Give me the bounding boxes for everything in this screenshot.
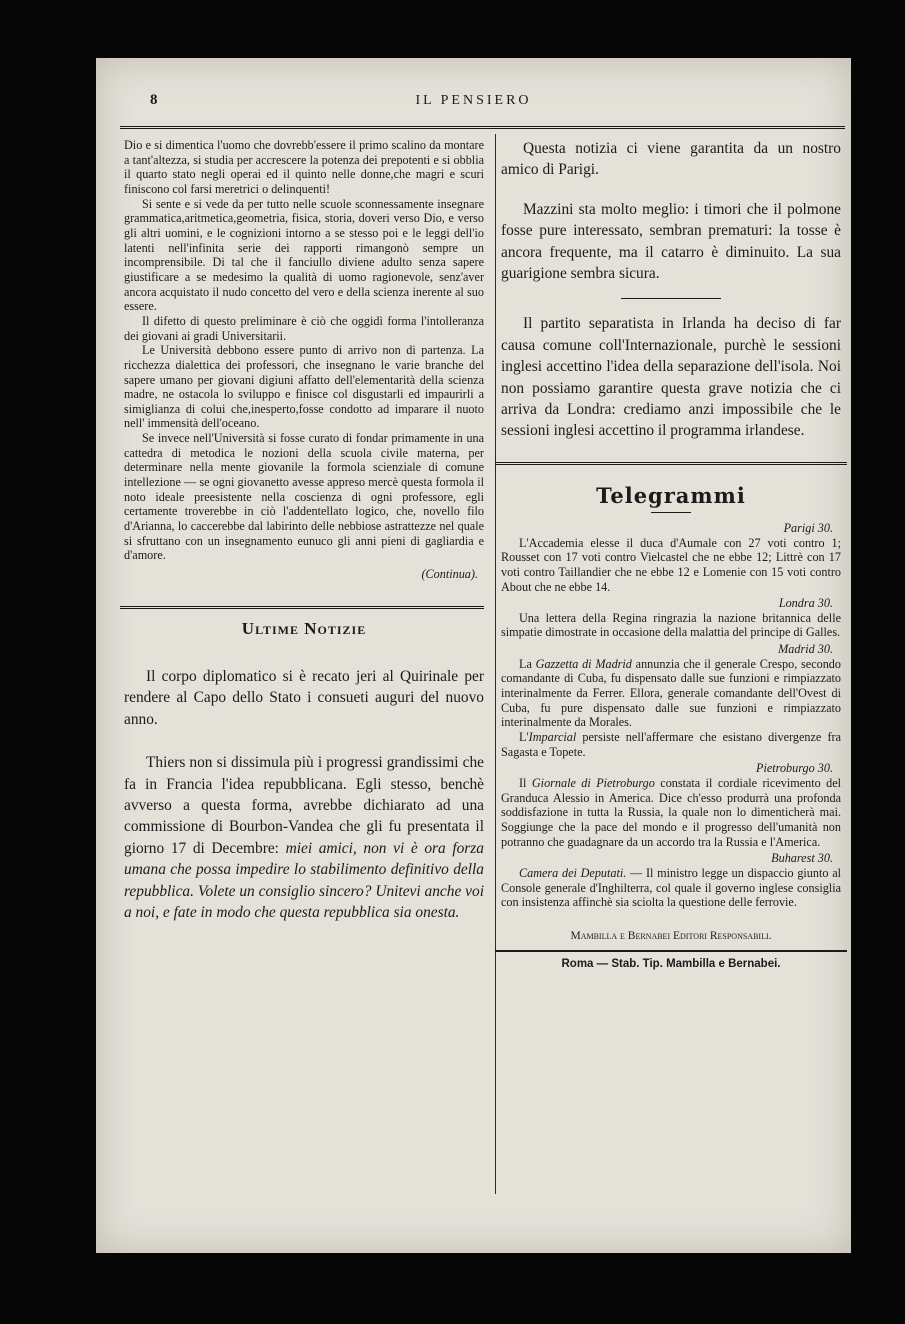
text: constata il cordiale ricevimento del Granduca Alessio in America. Dice ch'esso produrrà una profonda soddisfazione in tutta la Russia, la quale non lo dimenticherà mai. Soggiunge che la pace del mondo e il progresso dell'umanità non potranno che guadagnare da un accordo tra la Russia e l'America. (501, 776, 841, 849)
telegram-text (501, 730, 841, 759)
left-column (124, 138, 484, 924)
dateline: Madrid 30. (778, 642, 833, 657)
newspaper-name: Gazzetta di Madrid (535, 656, 632, 671)
telegram-text (501, 776, 841, 849)
column-divider (495, 134, 496, 1194)
divider (651, 512, 691, 513)
article-paragraph: Se invece nell'Università si fosse curato di fondar primamente in una cattedra di metodica le nozioni della scuola civile materna, per determinare nella mente giovanile la formola scienziale di comune intellezione — se ogni giovanetto avesse appreso mercè questa formola il noto ideale preesistente nella coscienza di ogni professore, egli certamente troverebbe in ciò l'addentellato logico, che, novello filo d'Arianna, lo caccerebbe dal labirinto delle nebbiose astrattezze nel quale si sfruttano con un insegnamento eunuco gli anni pieni di gagliardia e d'amore. (124, 431, 484, 563)
news-item: Il partito separatista in Irlanda ha deciso di far causa comune coll'Internazionale, purchè le sessioni inglesi accettino l'idea della separazione dell'isola. Noi non possiamo garantire questa grave notizia che ci arriva da Londra: crediamo anzi impossibile che le sessioni inglesi accettino il programma irlandese. (501, 315, 841, 440)
continua-note: (Continua). (421, 567, 478, 582)
newspaper-name: Giornale di Pietroburgo (531, 776, 655, 791)
news-item (124, 752, 484, 923)
dateline: Pietroburgo 30. (756, 761, 833, 776)
dateline: Buharest 30. (771, 851, 833, 866)
news-item: Questa notizia ci viene garantita da un nostro amico di Parigi. (501, 140, 841, 179)
journal-title: IL PENSIERO (415, 93, 532, 108)
text: — Il ministro legge un dispaccio giunto al Console generale d'Inghilterra, col quale il governo inglese consiglia con insistenza affinchè sia sciolta la questione delle ferrovie. (501, 865, 841, 910)
news-text: Thiers non si dissimula più i progressi grandissimi che fa in Francia l'idea repubblicana. Egli stesso, benchè avverso a questa forma, avrebbe dichiarato ad una commissione di Bourbon-Vandea che gli fu presentata il giorno 17 di Decembre: (124, 754, 484, 857)
telegram-title: Telegrammi (596, 482, 746, 508)
telegram-text (501, 866, 841, 910)
spacer (501, 181, 841, 199)
dateline: Parigi 30. (783, 520, 833, 535)
newspaper-name: Imparcial (528, 730, 577, 745)
section-rule (495, 462, 847, 465)
section-rule (120, 606, 484, 609)
telegram-text: L'Accademia elesse il duca d'Aumale con 27 voti contro 1; Rousset con 17 voti contro Vielcastel che ne ebbe 12; Littrè con 17 voti contro Taillandier che ne ebbe 12 e Lomenie con 15 voti contro About che ne ebbe 14. (501, 535, 841, 594)
page-number: 8 (150, 92, 158, 108)
news-item: Mazzini sta molto meglio: i timori che il polmone fosse pure interessato, sembran prematuri: la tosse è ancora frequente, ma il catarro è diminuito. La sua guarigione sembra sicura. (501, 200, 841, 283)
quote-text: miei amici, non vi è ora forza umana che possa impedire lo stabilimento definitivo della repubblica. Volete un consiglio sincero? Unitevi anche voi a noi, e fate in modo che questa repubblica sia onesta. (124, 839, 484, 922)
article-paragraph: Le Università debbono essere punto di arrivo non di partenza. La ricchezza dialettica dei professori, che insegnano le varie branche del sapere umano per giovani digiuni affatto dell'elementarità della scienza madre, ne ostacola lo sviluppo e finisce col disgustarli ed impaurirli a simiglianza di colui che,inesperto,fosse condotto ad imparare il nuoto nell' immensità dell'oceano. (124, 343, 484, 431)
text: Camera dei Deputati. (519, 865, 627, 880)
spacer (124, 730, 484, 752)
header-rule (120, 126, 845, 129)
section-title: Ultime Notizie (241, 619, 367, 639)
article-paragraph: Dio e si dimentica l'uomo che dovrebb'essere il primo scalino da montare a tant'altezza, si studia per accrescere la potenza dei prepotenti e si obblia il quarto stato negli operai ed il quinto nelle donne,che magri e scuri finiscono col farsi meretrici o delinquenti! (124, 138, 484, 196)
right-column (501, 138, 841, 970)
article-paragraph: Si sente e si vede da per tutto nelle scuole sconnessamente insegnare grammatica,aritmetica,geometria, fisica, storia, doveri verso Dio, e verso gli altri uomini, e le cognizioni intorno a se stesso poi e le leggi dell'io latenti nell'infinita serie dei rapporti rimangonò sempre un incomprensibile. Di tal che il fanciullo diviene adulto senza sapere giustificare a se medesimo la qualità di uomo ragionevole, senz'aver ancora acquistato il nudo concetto del vero e della scienza inerente al suo essere. (124, 196, 484, 314)
text: annunzia che il generale Crespo, secondo comandante di Cuba, fu dispensato dalle sue funzioni e rimpiazzato interinalmente da Ferrer. Ellora, generale comandante dell'Ovest di Cuba, fu pure dispensato dalle sue funzioni e rimpiazzato interinalmente da Morales. (501, 656, 841, 730)
telegram-text (501, 657, 841, 730)
newspaper-page (96, 58, 851, 1253)
telegram-text: Una lettera della Regina ringrazia la nazione britannica delle simpatie dimostrate in occasione della malattia del principe di Galles. (501, 610, 841, 640)
telegrams (501, 521, 841, 910)
news-item: Il corpo diplomatico si è recato jeri al Quirinale per rendere al Capo dello Stato i consueti auguri del nuovo anno. (124, 668, 484, 728)
text: La (519, 656, 536, 671)
article-text (124, 138, 484, 563)
editors-line: Mambilla e Bernabei Editori Responsabili. (570, 929, 772, 942)
printer-line: Roma — Stab. Tip. Mambilla e Bernabei. (561, 957, 781, 970)
page-header (96, 90, 851, 114)
text: persiste nell'affermare che esistano divergenze fra Sagasta e Topete. (501, 730, 841, 759)
dateline: Londra 30. (778, 596, 833, 611)
divider (621, 298, 721, 299)
text: Il (519, 776, 532, 791)
article-paragraph: Il difetto di questo preliminare è ciò che oggidì forma l'intolleranza dei giovani ai gradi Universitarii. (124, 313, 484, 343)
text: L' (519, 730, 529, 745)
footer-rule (495, 950, 847, 952)
